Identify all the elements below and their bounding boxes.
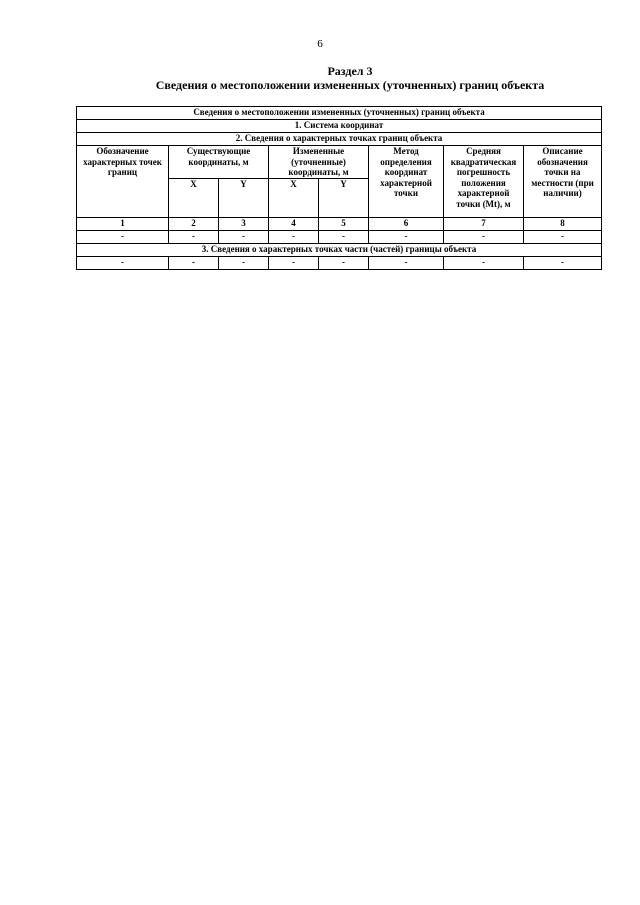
column-number: 7 [444,217,524,230]
table-cell: - [524,256,602,269]
header-changed-x: X [269,178,319,217]
column-number: 4 [269,217,319,230]
header-changed-coords: Измененные (уточненные) координаты, м [269,146,369,179]
table-cell: - [219,256,269,269]
header-changed-y: Y [319,178,369,217]
header-description: Описание обозначения точки на местности (при наличии) [524,146,602,218]
coord-system-row: 1. Система координат [77,120,602,133]
table-cell: - [169,256,219,269]
table-cell: - [369,256,444,269]
table-cell: - [169,230,219,243]
column-number: 6 [369,217,444,230]
column-number: 5 [319,217,369,230]
table-cell: - [77,256,169,269]
section-heading [0,64,640,92]
header-existing-x: X [169,178,219,217]
column-number: 3 [219,217,269,230]
column-number: 8 [524,217,602,230]
table-cell: - [319,256,369,269]
table-cell: - [444,230,524,243]
parts-section-row: 3. Сведения о характерных точках части (частей) границы объекта [77,243,602,256]
points-section-row: 2. Сведения о характерных точках границ объекта [77,133,602,146]
column-numbers-row [77,217,602,230]
header-method: Метод определения координат характерной точки [369,146,444,218]
section-title: Сведения о местоположении измененных (уточненных) границ объекта [155,78,545,92]
header-existing-coords: Существующие координаты, м [169,146,269,179]
boundary-table [76,106,602,270]
table-row [77,256,602,269]
table-cell: - [524,230,602,243]
column-number: 2 [169,217,219,230]
table-cell: - [219,230,269,243]
table-row [77,230,602,243]
header-designation: Обозначение характерных точек границ [77,146,169,218]
table-cell: - [269,230,319,243]
header-mean-error: Средняя квадратическая погрешность положения характерной точки (Mt), м [444,146,524,218]
header-existing-y: Y [219,178,269,217]
table-cell: - [319,230,369,243]
page-number: 6 [317,38,323,50]
table-cell: - [269,256,319,269]
section-label: Раздел 3 [327,64,373,78]
table-cell: - [444,256,524,269]
table-cell: - [369,230,444,243]
table-caption: Сведения о местоположении измененных (уточненных) границ объекта [77,107,602,120]
column-number: 1 [77,217,169,230]
table-cell: - [77,230,169,243]
